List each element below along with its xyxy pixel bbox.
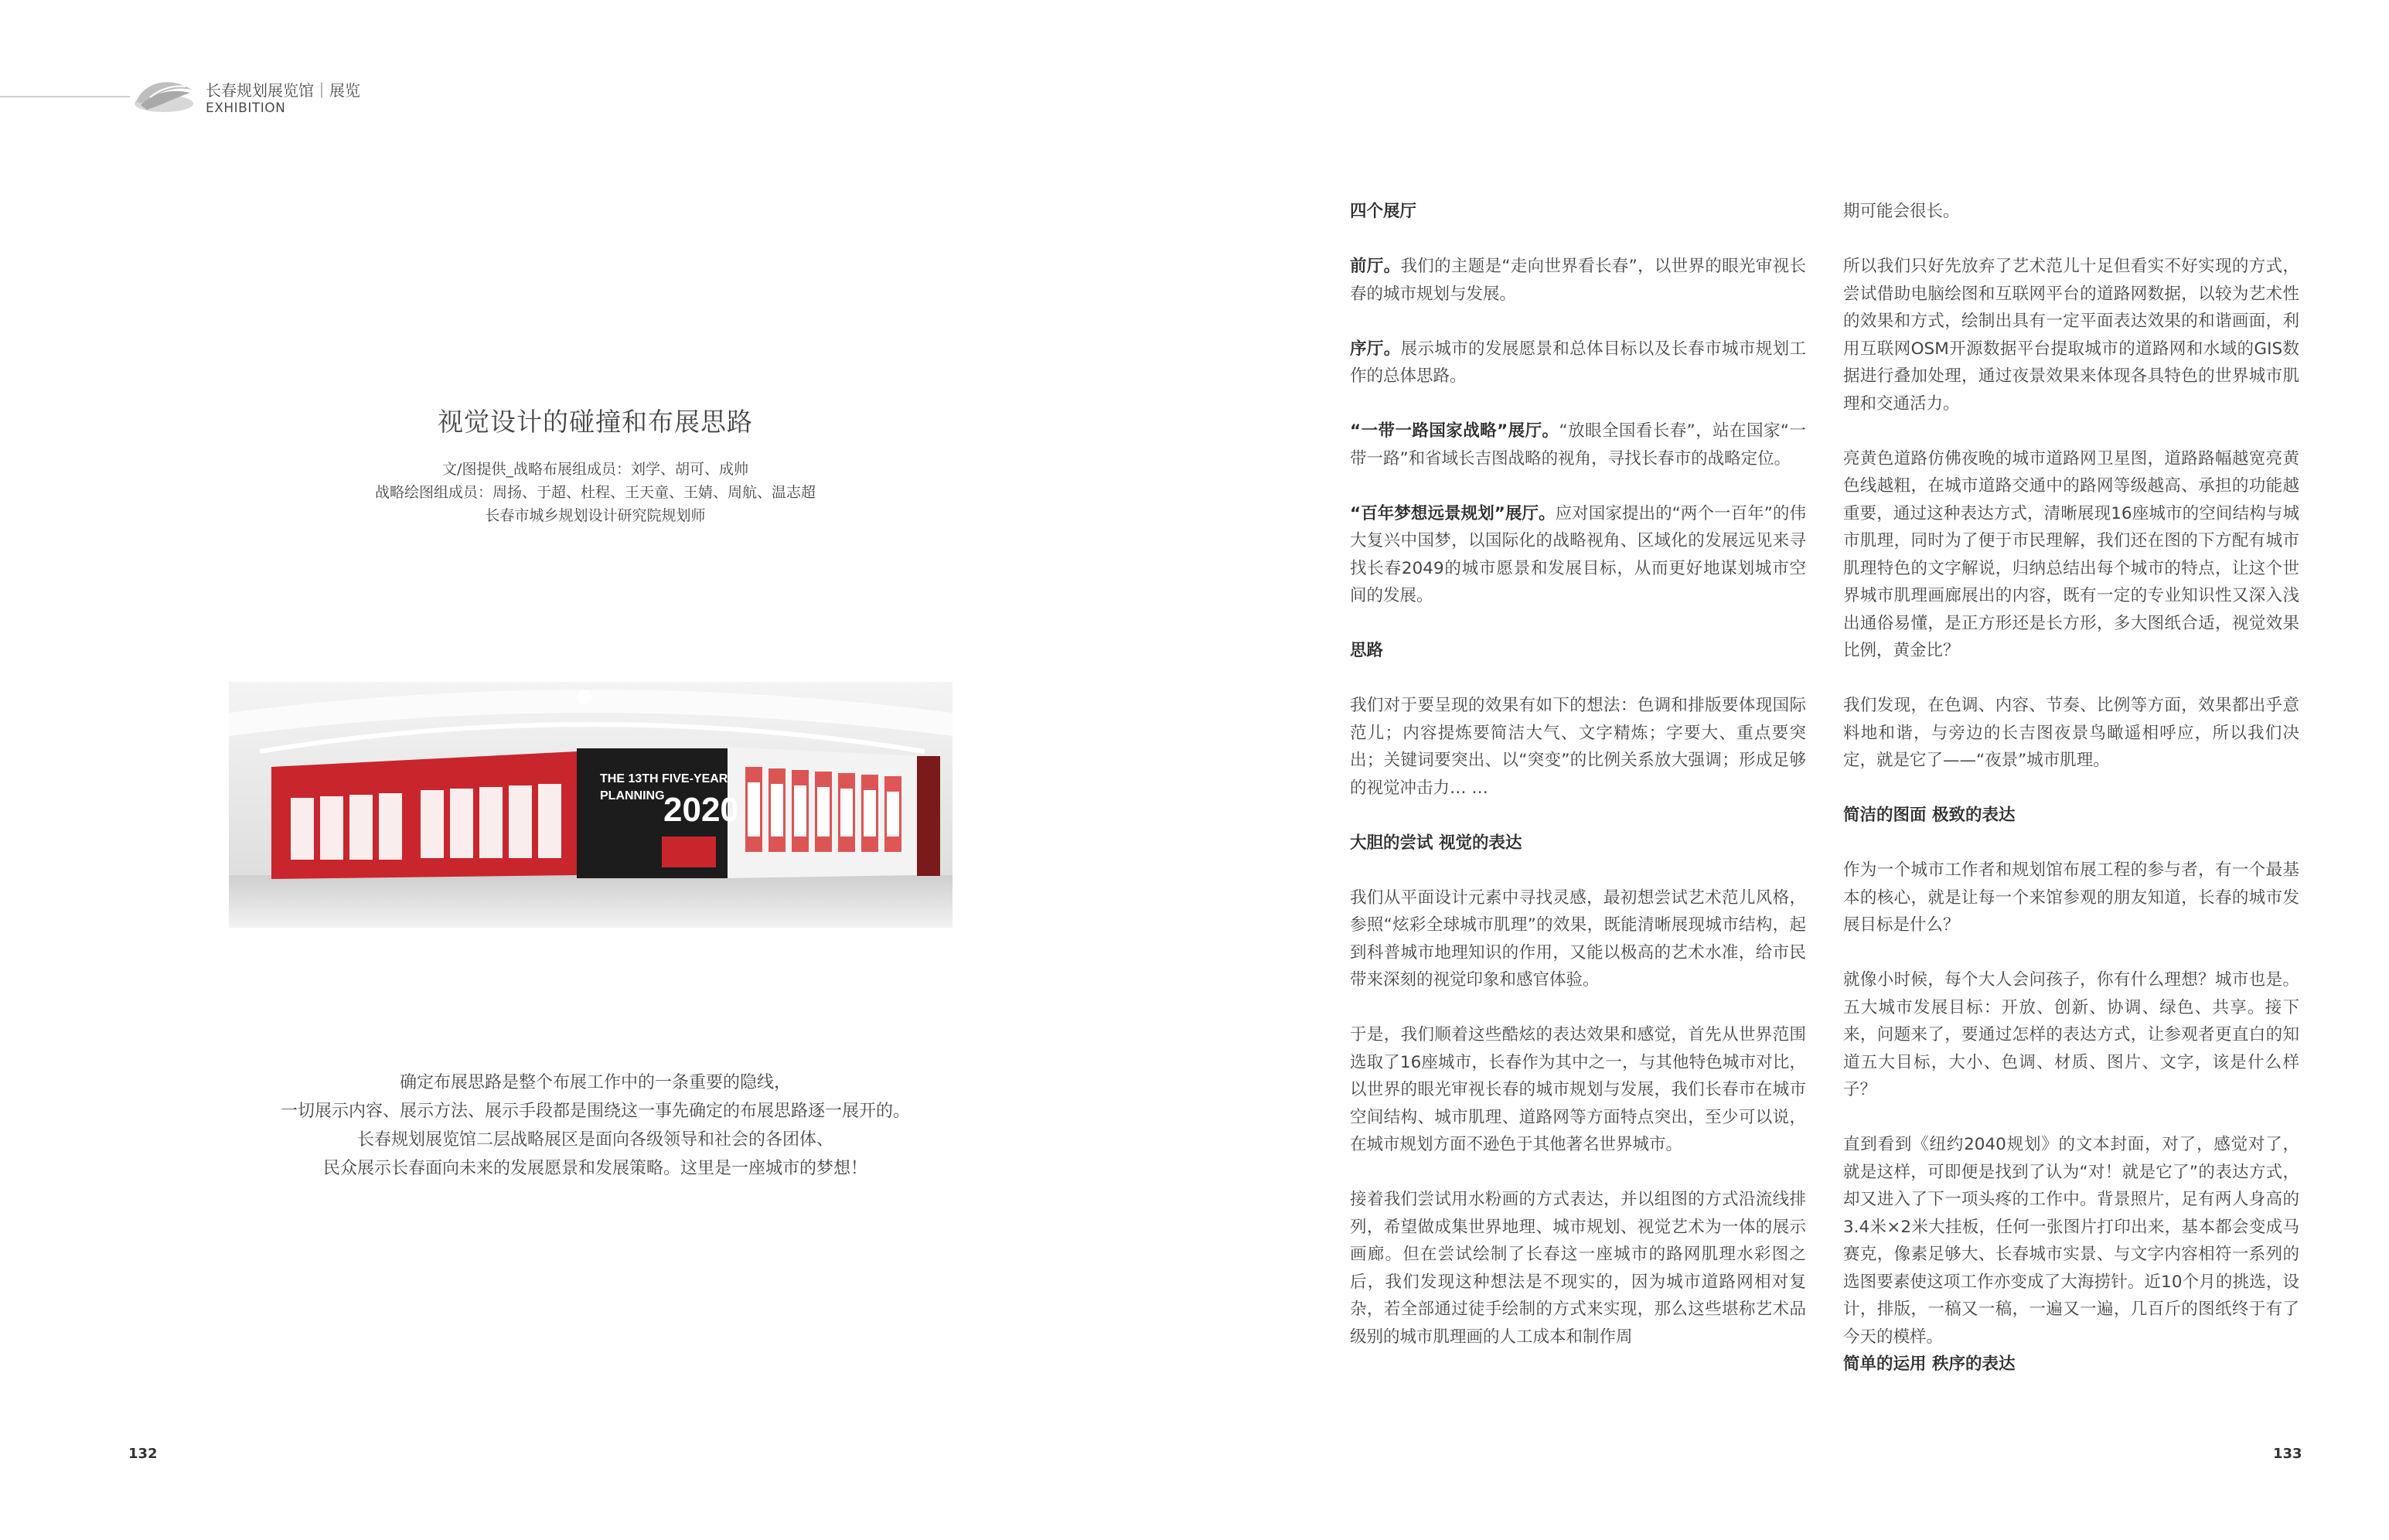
credits-line: 文/图提供_战略布展组成员：刘学、胡可、成帅 [442, 461, 748, 478]
exhibition-hall-photo [229, 682, 953, 928]
page-number-right: 133 [2273, 1446, 2302, 1462]
paragraph-lead: 前厅。 [1350, 257, 1401, 276]
page-number-left: 132 [128, 1446, 158, 1462]
text-column-2 [1843, 198, 2299, 1378]
banner-line1: THE 13TH FIVE-YEAR [600, 772, 728, 785]
section-heading: 简单的运用 秩序的表达 [1843, 1354, 2016, 1374]
paragraph-lead: “百年梦想远景规划”展厅。 [1350, 503, 1556, 523]
section-heading: 大胆的尝试 视觉的表达 [1350, 833, 1522, 853]
paragraph: “百年梦想远景规划”展厅。应对国家提出的“两个一百年”的伟大复兴中国梦，以国际化的战略视角、区域化的发展远见来寻找长春2049的城市愿景和发展目标，从而更好地谋划城市空间的发展。 [1350, 503, 1806, 605]
paragraph: 于是，我们顺着这些酷炫的表达效果和感觉，首先从世界范围选取了16座城市，长春作为其中之一，与其他特色城市对比，以世界的眼光审视长春的城市规划与发展，我们长春市在城市空间结构、城市肌理、道路网等方面特点突出，至少可以说，在城市规划方面不逊色于其他著名世界城市。 [1350, 1025, 1806, 1154]
credits-line: 长春市城乡规划设计研究院规划师 [485, 507, 706, 524]
section-heading: 简洁的图面 极致的表达 [1843, 806, 2016, 825]
header-title: 长春规划展览馆｜展览 [206, 81, 360, 100]
paragraph: 作为一个城市工作者和规划馆布展工程的参与者，有一个最基本的核心，就是让每一个来馆参观的朋友知道，长春的城市发展目标是什么？ [1843, 860, 2299, 935]
paragraph-lead: “一带一路国家战略”展厅。 [1350, 421, 1559, 441]
paragraph-lead: 序厅。 [1350, 339, 1401, 359]
paragraph: 所以我们只好先放弃了艺术范儿十足但看实不好实现的方式，尝试借助电脑绘图和互联网平台的道路网数据，以较为艺术性的效果和方式，绘制出具有一定平面表达效果的和谐画面，利用互联网OSM开源数据平台提取城市的道路网和水域的GIS数据进行叠加处理，通过夜景效果来体现各具特色的世界城市肌理和交通活力。 [1843, 257, 2299, 414]
paragraph: 我们发现，在色调、内容、节奏、比例等方面，效果都出乎意料地和谐，与旁边的长吉图夜景鸟瞰遥相呼应，所以我们决定，就是它了——“夜景”城市肌理。 [1843, 696, 2299, 770]
paragraph: 前厅。我们的主题是“走向世界看长春”，以世界的眼光审视长春的城市规划与发展。 [1350, 257, 1806, 304]
header-rule [0, 96, 130, 97]
paragraph: 序厅。展示城市的发展愿景和总体目标以及长春市城市规划工作的总体思路。 [1350, 339, 1806, 386]
paragraph: 我们对于要呈现的效果有如下的想法：色调和排版要体现国际范儿；内容提炼要简洁大气、文字精炼；字要大、重点要突出；关键词要突出、以“突变”的比例关系放大强调；形成足够的视觉冲击力… … [1350, 696, 1806, 798]
intro-line: 民众展示长春面向未来的发展愿景和发展策略。这里是一座城市的梦想！ [322, 1159, 867, 1178]
paragraph: 亮黄色道路仿佛夜晚的城市道路网卫星图，道路路幅越宽亮黄色线越粗，在城市道路交通中的路网等级越高、承担的功能越重要，通过这种表达方式，清晰展现16座城市的空间结构与城市肌理，同时为了便于市民理解，我们还在图的下方配有城市肌理特色的文字解说，归纳总结出每个城市的特点，让这个世界城市肌理画廊展出的内容，既有一定的专业知识性又深入浅出通俗易懂，是正方形还是长方形，多大图纸合适，视觉效果比例，黄金比？ [1843, 448, 2299, 660]
paragraph: 期可能会很长。 [1843, 202, 1960, 221]
text-column-1 [1350, 198, 1806, 1351]
intro-line: 长春规划展览馆二层战略展区是面向各级领导和社会的各团体、 [356, 1130, 833, 1150]
header-subtitle: EXHIBITION [206, 101, 286, 116]
paragraph: 就像小时候，每个大人会问孩子，你有什么理想？城市也是。五大城市发展目标：开放、创新、协调、绿色、共享。接下来，问题来了，要通过怎样的表达方式，让参观者更直白的知道五大目标，大小、色调、材质、图片、文字，该是什么样子？ [1843, 970, 2299, 1099]
paragraph: 接着我们尝试用水粉画的方式表达，并以组图的方式沿流线排列，希望做成集世界地理、城市规划、视觉艺术为一体的展示画廊。但在尝试绘制了长春这一座城市的路网肌理水彩图之后，我们发现这种想法是不现实的，因为城市道路网相对复杂，若全部通过徒手绘制的方式来实现，那么这些堪称艺术品级别的城市肌理画的人工成本和制作周 [1350, 1190, 1806, 1347]
intro-line: 确定布展思路是整个布展工作中的一条重要的隐线， [399, 1073, 791, 1092]
intro-paragraph [232, 1068, 959, 1183]
paragraph: “一带一路国家战略”展厅。“放眼全国看长春”，站在国家“一带一路”和省域长吉图战略的视角，寻找长春市的战略定位。 [1350, 421, 1806, 468]
paragraph: 我们从平面设计元素中寻找灵感，最初想尝试艺术范儿风格，参照“炫彩全球城市肌理”的效果，既能清晰展现城市结构，起到科普城市地理知识的作用，又能以极高的艺术水准，给市民带来深刻的视觉印象和感官体验。 [1350, 888, 1806, 990]
article-title: 视觉设计的碰撞和布展思路 [438, 407, 753, 437]
banner-year: 2020 [663, 791, 739, 829]
exhibition-hall-illustration [229, 682, 953, 928]
section-heading: 四个展厅 [1350, 202, 1417, 221]
section-heading: 思路 [1350, 641, 1384, 660]
credits [325, 458, 866, 527]
intro-line: 一切展示内容、展示方法、展示手段都是围绕这一事先确定的布展思路逐一展开的。 [280, 1102, 910, 1121]
exhibition-hall-logo-icon [130, 74, 196, 118]
paragraph: 直到看到《纽约2040规划》的文本封面，对了，感觉对了，就是这样，可即便是找到了认为“对！就是它了”的表达方式，却又进入了下一项头疼的工作中。背景照片，足有两人身高的3.4米×2米大挂板，任何一张图片打印出来，基本都会变成马赛克，像素足够大、长春城市实景、与文字内容相符一系列的选图要素使这项工作亦变成了大海捞针。近10个月的挑选，设计，排版，一稿又一稿，一遍又一遍，几百斤的图纸终于有了今天的模样。 [1843, 1135, 2299, 1347]
credits-line: 战略绘图组成员：周扬、于超、杜程、王天童、王婧、周航、温志超 [374, 484, 816, 501]
banner-line2: PLANNING [600, 789, 665, 802]
